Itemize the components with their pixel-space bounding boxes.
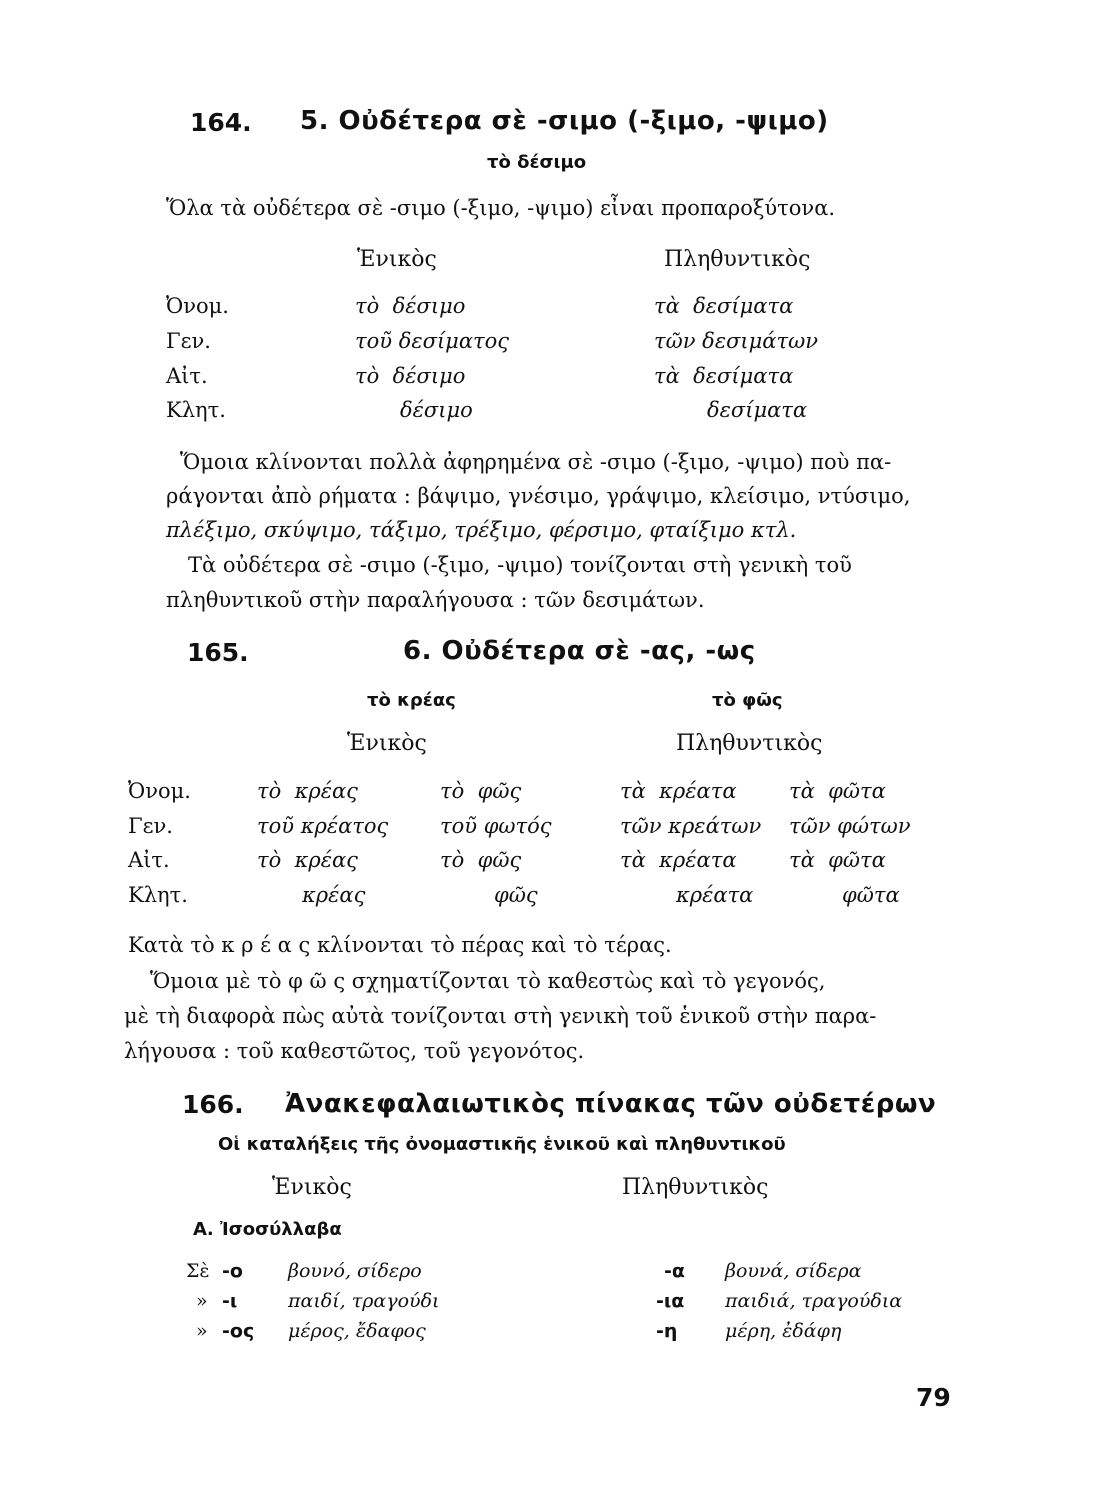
section-166-plural-header: Πληθυντικὸς <box>622 1175 769 1200</box>
section-165-plural-header: Πληθυντικὸς <box>676 731 823 756</box>
text-line: Ὅμοια κλίνονται πολλὰ ἀφηρημένα σὲ -σιμο (-ξιμο, -ψιμο) ποὺ πα- <box>180 450 892 474</box>
ending-singular: -ι <box>222 1290 238 1312</box>
singular-form: τοῦ δεσίματος <box>355 329 510 353</box>
singular-form-2: τὸ φῶς <box>440 848 522 872</box>
section-165-example-2: τὸ φῶς <box>712 690 783 711</box>
plural-form: τῶν δεσιμάτων <box>654 329 819 353</box>
ending-singular: -ος <box>222 1320 255 1342</box>
plural-form-1: τῶν κρεάτων <box>620 814 762 838</box>
singular-form-1: τοῦ κρέατος <box>257 814 389 838</box>
section-164-number: 164. <box>190 108 252 137</box>
example-singular: μέρος, ἔδαφος <box>288 1320 426 1342</box>
section-166-number: 166. <box>182 1090 244 1119</box>
plural-form-2: φῶτα <box>842 883 900 907</box>
ending-plural: -ια <box>656 1290 685 1312</box>
page-number: 79 <box>916 1383 951 1412</box>
row-prefix: » <box>196 1290 208 1312</box>
singular-form: τὸ δέσιμο <box>355 294 466 318</box>
singular-form-2: τὸ φῶς <box>440 779 522 803</box>
plural-form-1: τὰ κρέατα <box>620 848 737 872</box>
text-line: πλέξιμο, σκύψιμο, τάξιμο, τρέξιμο, φέρσιμο, φταίξιμο κτλ. <box>166 518 797 542</box>
plural-form-1: κρέατα <box>676 883 754 907</box>
example-plural: βουνά, σίδερα <box>725 1260 862 1282</box>
row-prefix: Σὲ <box>186 1260 210 1282</box>
plural-form-2: τὰ φῶτα <box>789 779 886 803</box>
case-label: Κλητ. <box>166 398 226 422</box>
plural-form-1: τὰ κρέατα <box>620 779 737 803</box>
plural-form-2: τὰ φῶτα <box>789 848 886 872</box>
plural-form-2: τῶν φώτων <box>789 814 911 838</box>
singular-form-1: τὸ κρέας <box>257 848 358 872</box>
section-166-singular-header: Ἑνικὸς <box>272 1175 352 1200</box>
plural-form: τὰ δεσίματα <box>654 364 794 388</box>
section-165-number: 165. <box>187 638 249 667</box>
singular-form-2: φῶς <box>494 883 538 907</box>
singular-form-1: τὸ κρέας <box>257 779 358 803</box>
case-label: Ὀνομ. <box>128 779 191 803</box>
text-line: μὲ τὴ διαφορὰ πὼς αὐτὰ τονίζονται στὴ γενικὴ τοῦ ἑνικοῦ στὴν παρα- <box>124 1004 877 1028</box>
case-label: Αἰτ. <box>166 364 208 388</box>
ending-plural: -η <box>656 1320 678 1342</box>
example-singular: βουνό, σίδερο <box>288 1260 422 1282</box>
section-165-singular-header: Ἑνικὸς <box>347 731 427 756</box>
case-label: Γεν. <box>128 814 173 838</box>
singular-form: τὸ δέσιμο <box>355 364 466 388</box>
row-prefix: » <box>196 1320 208 1342</box>
text-line: λήγουσα : τοῦ καθεστῶτος, τοῦ γεγονότος. <box>124 1039 585 1063</box>
plural-form: τὰ δεσίματα <box>654 294 794 318</box>
section-164-plural-header: Πληθυντικὸς <box>664 247 811 272</box>
singular-form: δέσιμο <box>400 398 473 422</box>
text-line: ράγονται ἀπὸ ρήματα : βάψιμο, γνέσιμο, γράψιμο, κλείσιμο, ντύσιμο, <box>166 484 911 508</box>
section-164-title: 5. Οὐδέτερα σὲ -σιμο (-ξιμο, -ψιμο) <box>300 106 829 136</box>
example-singular: παιδί, τραγούδι <box>288 1290 440 1312</box>
ending-plural: -α <box>664 1260 685 1282</box>
case-label: Ὀνομ. <box>166 294 229 318</box>
plural-form: δεσίματα <box>707 398 808 422</box>
example-plural: μέρη, ἐδάφη <box>725 1320 842 1342</box>
section-164-intro: Ὅλα τὰ οὐδέτερα σὲ -σιμο (-ξιμο, -ψιμο) εἶναι προπαροξύτονα. <box>166 196 836 220</box>
example-plural: παιδιά, τραγούδια <box>725 1290 903 1312</box>
text-line: πληθυντικοῦ στὴν παραλήγουσα : τῶν δεσιμάτων. <box>166 588 705 612</box>
section-164-singular-header: Ἑνικὸς <box>357 247 437 272</box>
section-165-title: 6. Οὐδέτερα σὲ -ας, -ως <box>403 636 756 666</box>
ending-singular: -ο <box>222 1260 243 1282</box>
section-164-example: τὸ δέσιμο <box>487 152 587 173</box>
singular-form-2: τοῦ φωτός <box>440 814 552 838</box>
text-line: Κατὰ τὸ κ ρ έ α ς κλίνονται τὸ πέρας καὶ τὸ τέρας. <box>128 933 672 957</box>
singular-form-1: κρέας <box>302 883 366 907</box>
section-166-title: Ἀνακεφαλαιωτικὸς πίνακας τῶν οὐδετέρων <box>285 1089 937 1119</box>
group-a-heading: Α. Ἰσοσύλλαβα <box>193 1219 342 1240</box>
text-line: Τὰ οὐδέτερα σὲ -σιμο (-ξιμο, -ψιμο) τονίζονται στὴ γενικὴ τοῦ <box>188 553 852 577</box>
case-label: Γεν. <box>166 329 211 353</box>
text-line: Ὅμοια μὲ τὸ φ ῶ ς σχηματίζονται τὸ καθεστὼς καὶ τὸ γεγονός, <box>150 969 826 993</box>
case-label: Κλητ. <box>128 883 188 907</box>
section-165-example-1: τὸ κρέας <box>367 690 456 711</box>
section-166-subtitle: Οἱ καταλήξεις τῆς ὀνομαστικῆς ἑνικοῦ καὶ πληθυντικοῦ <box>218 1134 786 1155</box>
case-label: Αἰτ. <box>128 848 170 872</box>
